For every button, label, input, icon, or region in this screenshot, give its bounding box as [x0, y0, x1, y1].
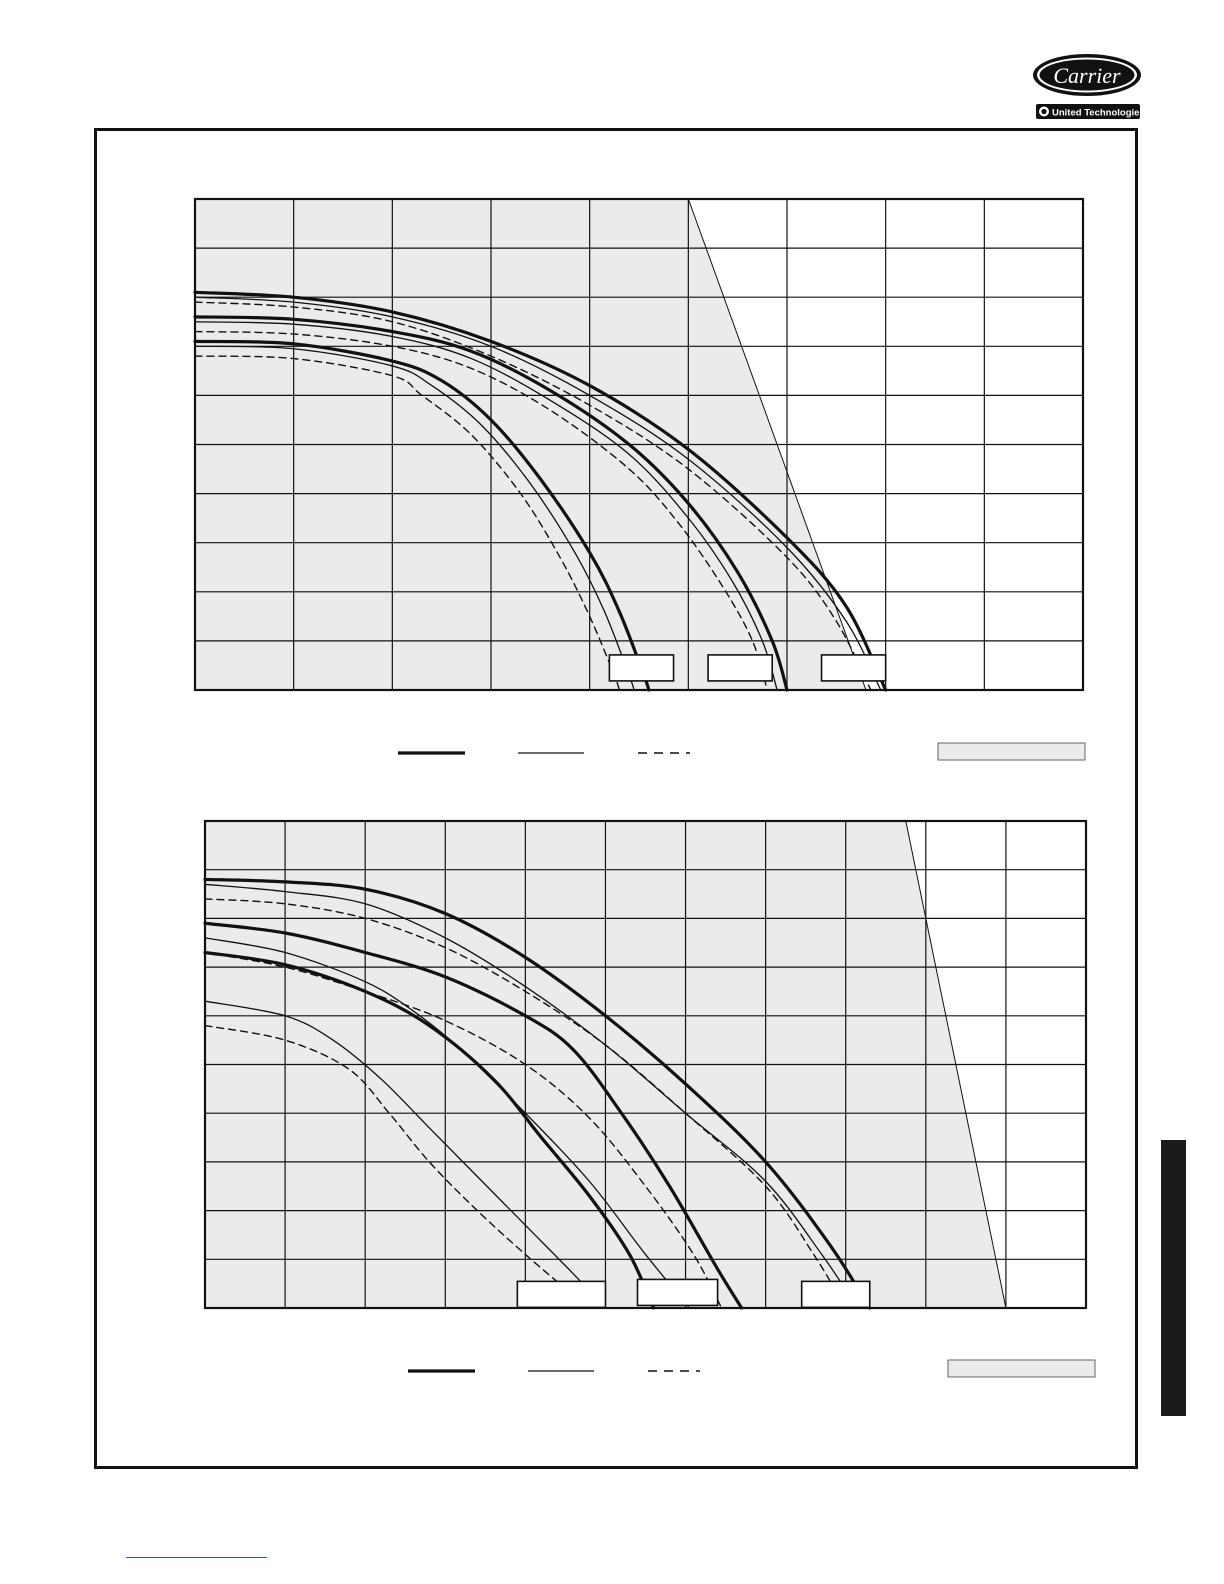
curve-label-box-2 [637, 1279, 717, 1305]
curve-label-box-3 [822, 655, 886, 681]
logo-text: Carrier [1053, 63, 1121, 88]
curve-label-box-1 [609, 655, 673, 681]
pump-curve-chart-top [195, 199, 1085, 760]
footer-link-underline[interactable] [126, 1557, 267, 1558]
curve-label-box-3 [802, 1281, 870, 1307]
pump-curve-chart-bottom [205, 821, 1095, 1377]
curve-label-box-2 [708, 655, 772, 681]
curve-label-box-1 [517, 1281, 605, 1307]
legend-shaded-key [938, 743, 1085, 760]
legend-shaded-key [948, 1360, 1095, 1377]
logo-subtext: United Technologies [1052, 107, 1144, 119]
section-tab [1161, 1140, 1186, 1416]
